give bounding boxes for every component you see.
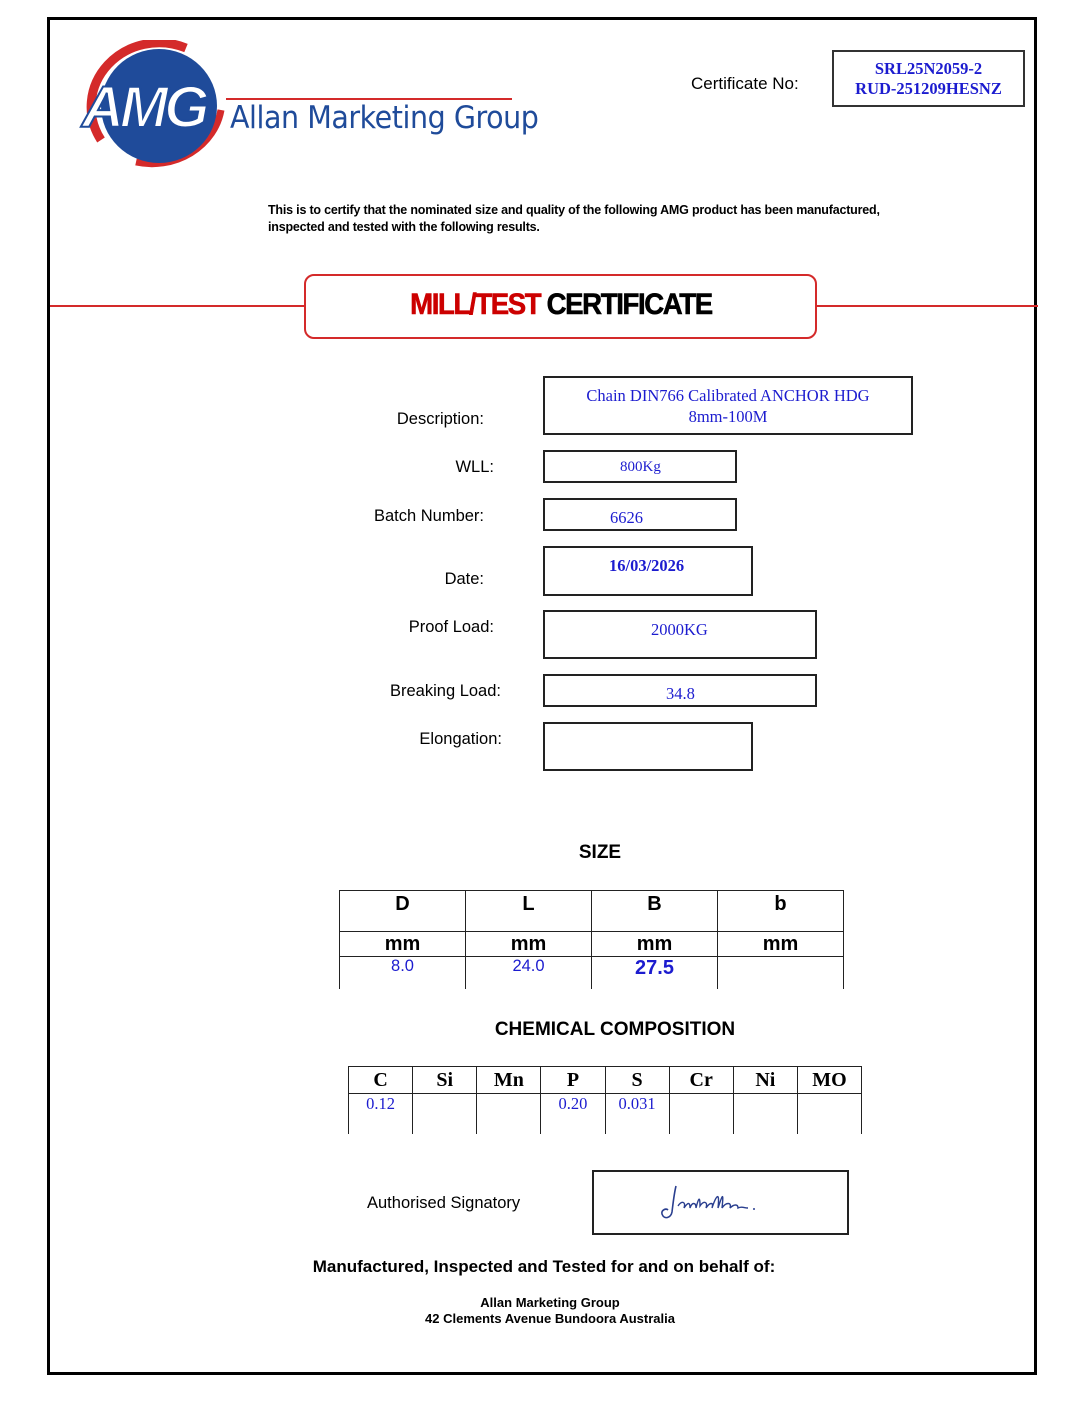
handwritten-signature-icon — [658, 1180, 768, 1224]
wll-label: WLL: — [455, 458, 494, 476]
chemical-value-cell — [733, 1094, 797, 1135]
chemical-header-cell: S — [605, 1067, 669, 1094]
chemical-header-row — [349, 1067, 862, 1094]
certificate-number-label: Certificate No: — [691, 74, 799, 93]
certificate-number-box — [832, 50, 1025, 107]
chemical-header-cell: MO — [797, 1067, 861, 1094]
size-unit-cell: mm — [718, 932, 844, 957]
description-value — [543, 376, 913, 435]
certificate-number-line1: SRL25N2059-2 — [874, 59, 983, 78]
size-unit-cell: mm — [592, 932, 718, 957]
chemical-table — [348, 1066, 862, 1134]
chemical-header-cell: Ni — [733, 1067, 797, 1094]
size-header-cell: b — [718, 891, 844, 932]
size-section-title: SIZE — [578, 842, 622, 863]
certification-statement-line1: This is to certify that the nominated size and quality of the following AMG product has been manufactured, — [268, 203, 880, 217]
certification-statement-line2: inspected and tested with the following results. — [268, 220, 540, 234]
document-title — [410, 276, 712, 334]
date-label: Date: — [444, 570, 484, 588]
size-value-cell: 8.0 — [340, 957, 466, 990]
size-unit-cell: mm — [340, 932, 466, 957]
description-value-line2: 8mm-100M — [688, 407, 768, 426]
chemical-header-cell: Cr — [669, 1067, 733, 1094]
company-address: 42 Clements Avenue Bundoora Australia — [425, 1311, 675, 1326]
description-label: Description: — [396, 410, 484, 428]
document-title-banner — [304, 274, 817, 339]
chemical-value-cell — [477, 1094, 541, 1135]
chemical-header-cell: Si — [413, 1067, 477, 1094]
chemical-value-cell: 0.12 — [349, 1094, 413, 1135]
company-name: Allan Marketing Group — [480, 1295, 620, 1310]
size-value-cell: 27.5 — [592, 957, 718, 990]
title-rule-left — [50, 305, 305, 307]
elongation-label: Elongation: — [419, 730, 502, 748]
title-rule-right — [816, 305, 1038, 307]
logo-company-name: Allan Marketing Group — [230, 100, 539, 136]
authorised-signatory-label: Authorised Signatory — [367, 1194, 521, 1212]
chemical-section-title: CHEMICAL COMPOSITION — [494, 1019, 736, 1040]
chemical-value-cell: 0.20 — [541, 1094, 605, 1135]
title-black-part: CERTIFICATE — [546, 288, 712, 321]
certificate-number-line2: RUD-251209HESNZ — [855, 79, 1002, 98]
size-value-cell: 24.0 — [466, 957, 592, 990]
wll-value: 800Kg — [543, 450, 737, 483]
batch-number-value: 6626 — [543, 498, 737, 531]
chemical-value-cell: 0.031 — [605, 1094, 669, 1135]
description-value-line1: Chain DIN766 Calibrated ANCHOR HDG — [586, 386, 870, 405]
certification-statement — [268, 202, 928, 236]
breaking-load-label: Breaking Load: — [390, 682, 501, 700]
chemical-value-cell — [797, 1094, 861, 1135]
size-value-cell — [718, 957, 844, 990]
batch-number-label: Batch Number: — [373, 507, 484, 525]
chemical-value-cell — [413, 1094, 477, 1135]
size-unit-row — [340, 932, 844, 957]
proof-load-value: 2000KG — [543, 610, 817, 659]
size-value-row — [340, 957, 844, 990]
chemical-header-cell: C — [349, 1067, 413, 1094]
breaking-load-value: 34.8 — [543, 674, 817, 707]
amg-logo-mark-icon — [76, 40, 236, 170]
chemical-header-cell: Mn — [477, 1067, 541, 1094]
chemical-header-cell: P — [541, 1067, 605, 1094]
company-address-block — [0, 1295, 1088, 1327]
logo-mark-text: AMG — [82, 75, 206, 140]
size-header-cell: L — [466, 891, 592, 932]
date-value: 16/03/2026 — [543, 546, 753, 596]
on-behalf-statement: Manufactured, Inspected and Tested for and on behalf of: — [312, 1257, 776, 1276]
size-header-cell: B — [592, 891, 718, 932]
title-red-part: MILL/TEST — [409, 288, 540, 321]
amg-logo — [76, 40, 539, 170]
chemical-value-row — [349, 1094, 862, 1135]
size-table — [339, 890, 844, 989]
size-header-row — [340, 891, 844, 932]
proof-load-label: Proof Load: — [408, 618, 494, 636]
chemical-value-cell — [669, 1094, 733, 1135]
signature-box — [592, 1170, 849, 1235]
size-header-cell: D — [340, 891, 466, 932]
size-unit-cell: mm — [466, 932, 592, 957]
elongation-value — [543, 722, 753, 771]
